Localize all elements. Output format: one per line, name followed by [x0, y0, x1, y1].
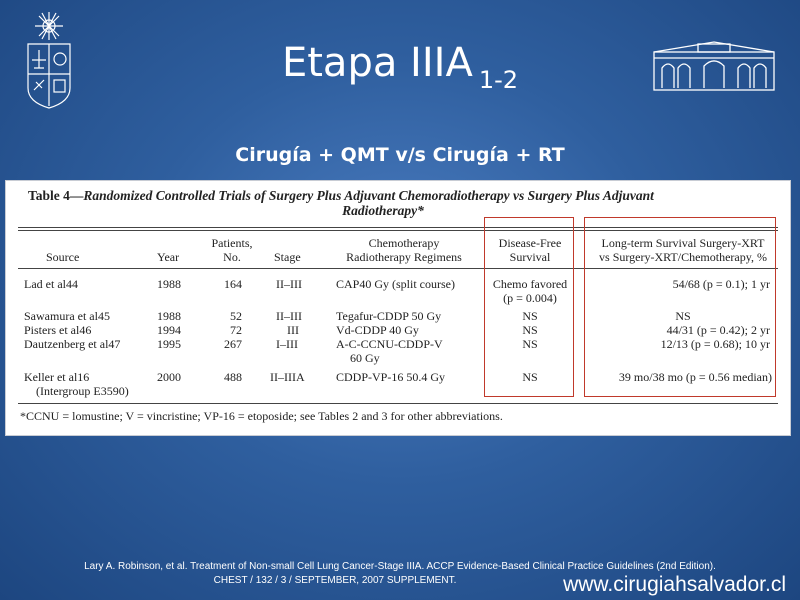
table-cell-year: 1988: [157, 277, 181, 291]
header-chemo-1: Chemotherapy: [368, 236, 440, 250]
table-cell-source: Dautzenberg et al47: [24, 337, 121, 351]
citation-line1: Lary A. Robinson, et al. Treatment of Non-small Cell Lung Cancer-Stage IIIA. ACCP Evidence-Based Clinical Practice Guidelines (2nd Edition).: [84, 561, 716, 572]
table-cell-year: 1995: [157, 337, 181, 351]
header-source: Source: [46, 250, 80, 264]
header-patients-1: Patients,: [211, 236, 253, 250]
table-cell-stage: III: [287, 323, 299, 337]
table-cell-regimen: Vd-CDDP 40 Gy: [336, 323, 419, 337]
table-cell-stage: II–IIIA: [270, 370, 305, 384]
header-dfs-2: Survival: [509, 250, 551, 264]
table-cell-year: 1988: [157, 309, 181, 323]
table-cell-regimen: CAP40 Gy (split course): [336, 277, 455, 291]
table-caption-number: Table 4—: [28, 188, 84, 203]
slide-subtitle: Cirugía + QMT v/s Cirugía + RT: [235, 144, 565, 166]
table-cell-stage: II–III: [276, 309, 302, 323]
table-cell-lts: 44/31 (p = 0.42); 2 yr: [666, 323, 770, 337]
table-cell-dfs: NS: [522, 309, 538, 323]
table-cell-lts: 12/13 (p = 0.68); 10 yr: [660, 337, 770, 351]
table-cell-source: Lad et al44: [24, 277, 78, 291]
table-cell-regimen: Tegafur-CDDP 50 Gy: [336, 309, 442, 323]
table-cell-regimen-2: 60 Gy: [350, 351, 380, 365]
highlight-box-dfs: [484, 217, 574, 397]
table-footnote: *CCNU = lomustine; V = vincristine; VP-16 = etoposide; see Tables 2 and 3 for other abbreviations.: [20, 409, 503, 423]
table-image: [5, 180, 791, 436]
table-cell-patients: 164: [224, 277, 242, 291]
table-cell-patients: 72: [230, 323, 242, 337]
table-cell-source-2: (Intergroup E3590): [36, 384, 129, 398]
table-caption-line1: Randomized Controlled Trials of Surgery Plus Adjuvant Chemoradiotherapy vs Surgery Plus Adjuvant: [83, 188, 654, 203]
table-cell-dfs: NS: [522, 323, 538, 337]
table-cell-source: Keller et al16: [24, 370, 90, 384]
table-cell-year: 1994: [157, 323, 181, 337]
slide-title-text: Etapa IIIA: [281, 40, 473, 86]
table-cell-patients: 267: [224, 337, 242, 351]
table-cell-stage: I–III: [276, 337, 298, 351]
table-cell-lts: 39 mo/38 mo (p = 0.56 median): [618, 370, 772, 384]
highlight-box-lts: [584, 217, 776, 397]
table-caption-line2: Radiotherapy*: [342, 203, 424, 218]
table-cell-year: 2000: [157, 370, 181, 384]
header-stage: Stage: [274, 250, 301, 264]
table-cell-dfs: NS: [522, 337, 538, 351]
header-year: Year: [157, 250, 180, 264]
table-cell-patients: 488: [224, 370, 242, 384]
table-bottom-rule: [18, 403, 778, 404]
table-cell-dfs-2: (p = 0.004): [503, 291, 557, 305]
table-cell-patients: 52: [230, 309, 242, 323]
table-cell-source: Pisters et al46: [24, 323, 92, 337]
slide-title: [0, 40, 800, 94]
header-chemo-2: Radiotherapy Regimens: [346, 250, 462, 264]
table-cell-stage: II–III: [276, 277, 302, 291]
website-url: www.cirugiahsalvador.cl: [563, 573, 786, 596]
table-caption: [28, 188, 778, 218]
citation-line2: CHEST / 132 / 3 / SEPTEMBER, 2007 SUPPLEMENT.: [213, 575, 457, 586]
table-cell-dfs: NS: [522, 370, 538, 384]
header-patients-2: No.: [223, 250, 241, 264]
table-cell-dfs: Chemo favored: [492, 277, 568, 291]
table-cell-lts: NS: [675, 309, 691, 323]
table-cell-regimen: CDDP-VP-16 50.4 Gy: [336, 370, 446, 384]
table-cell-lts: 54/68 (p = 0.1); 1 yr: [672, 277, 770, 291]
header-dfs-1: Disease-Free: [498, 236, 562, 250]
table-cell-source: Sawamura et al45: [24, 309, 110, 323]
table-cell-regimen: A-C-CCNU-CDDP-V: [336, 337, 443, 351]
slide-title-subscript: 1-2: [478, 66, 519, 94]
header-lts-2: vs Surgery-XRT/Chemotherapy, %: [599, 250, 767, 264]
header-lts-1: Long-term Survival Surgery-XRT: [601, 236, 765, 250]
